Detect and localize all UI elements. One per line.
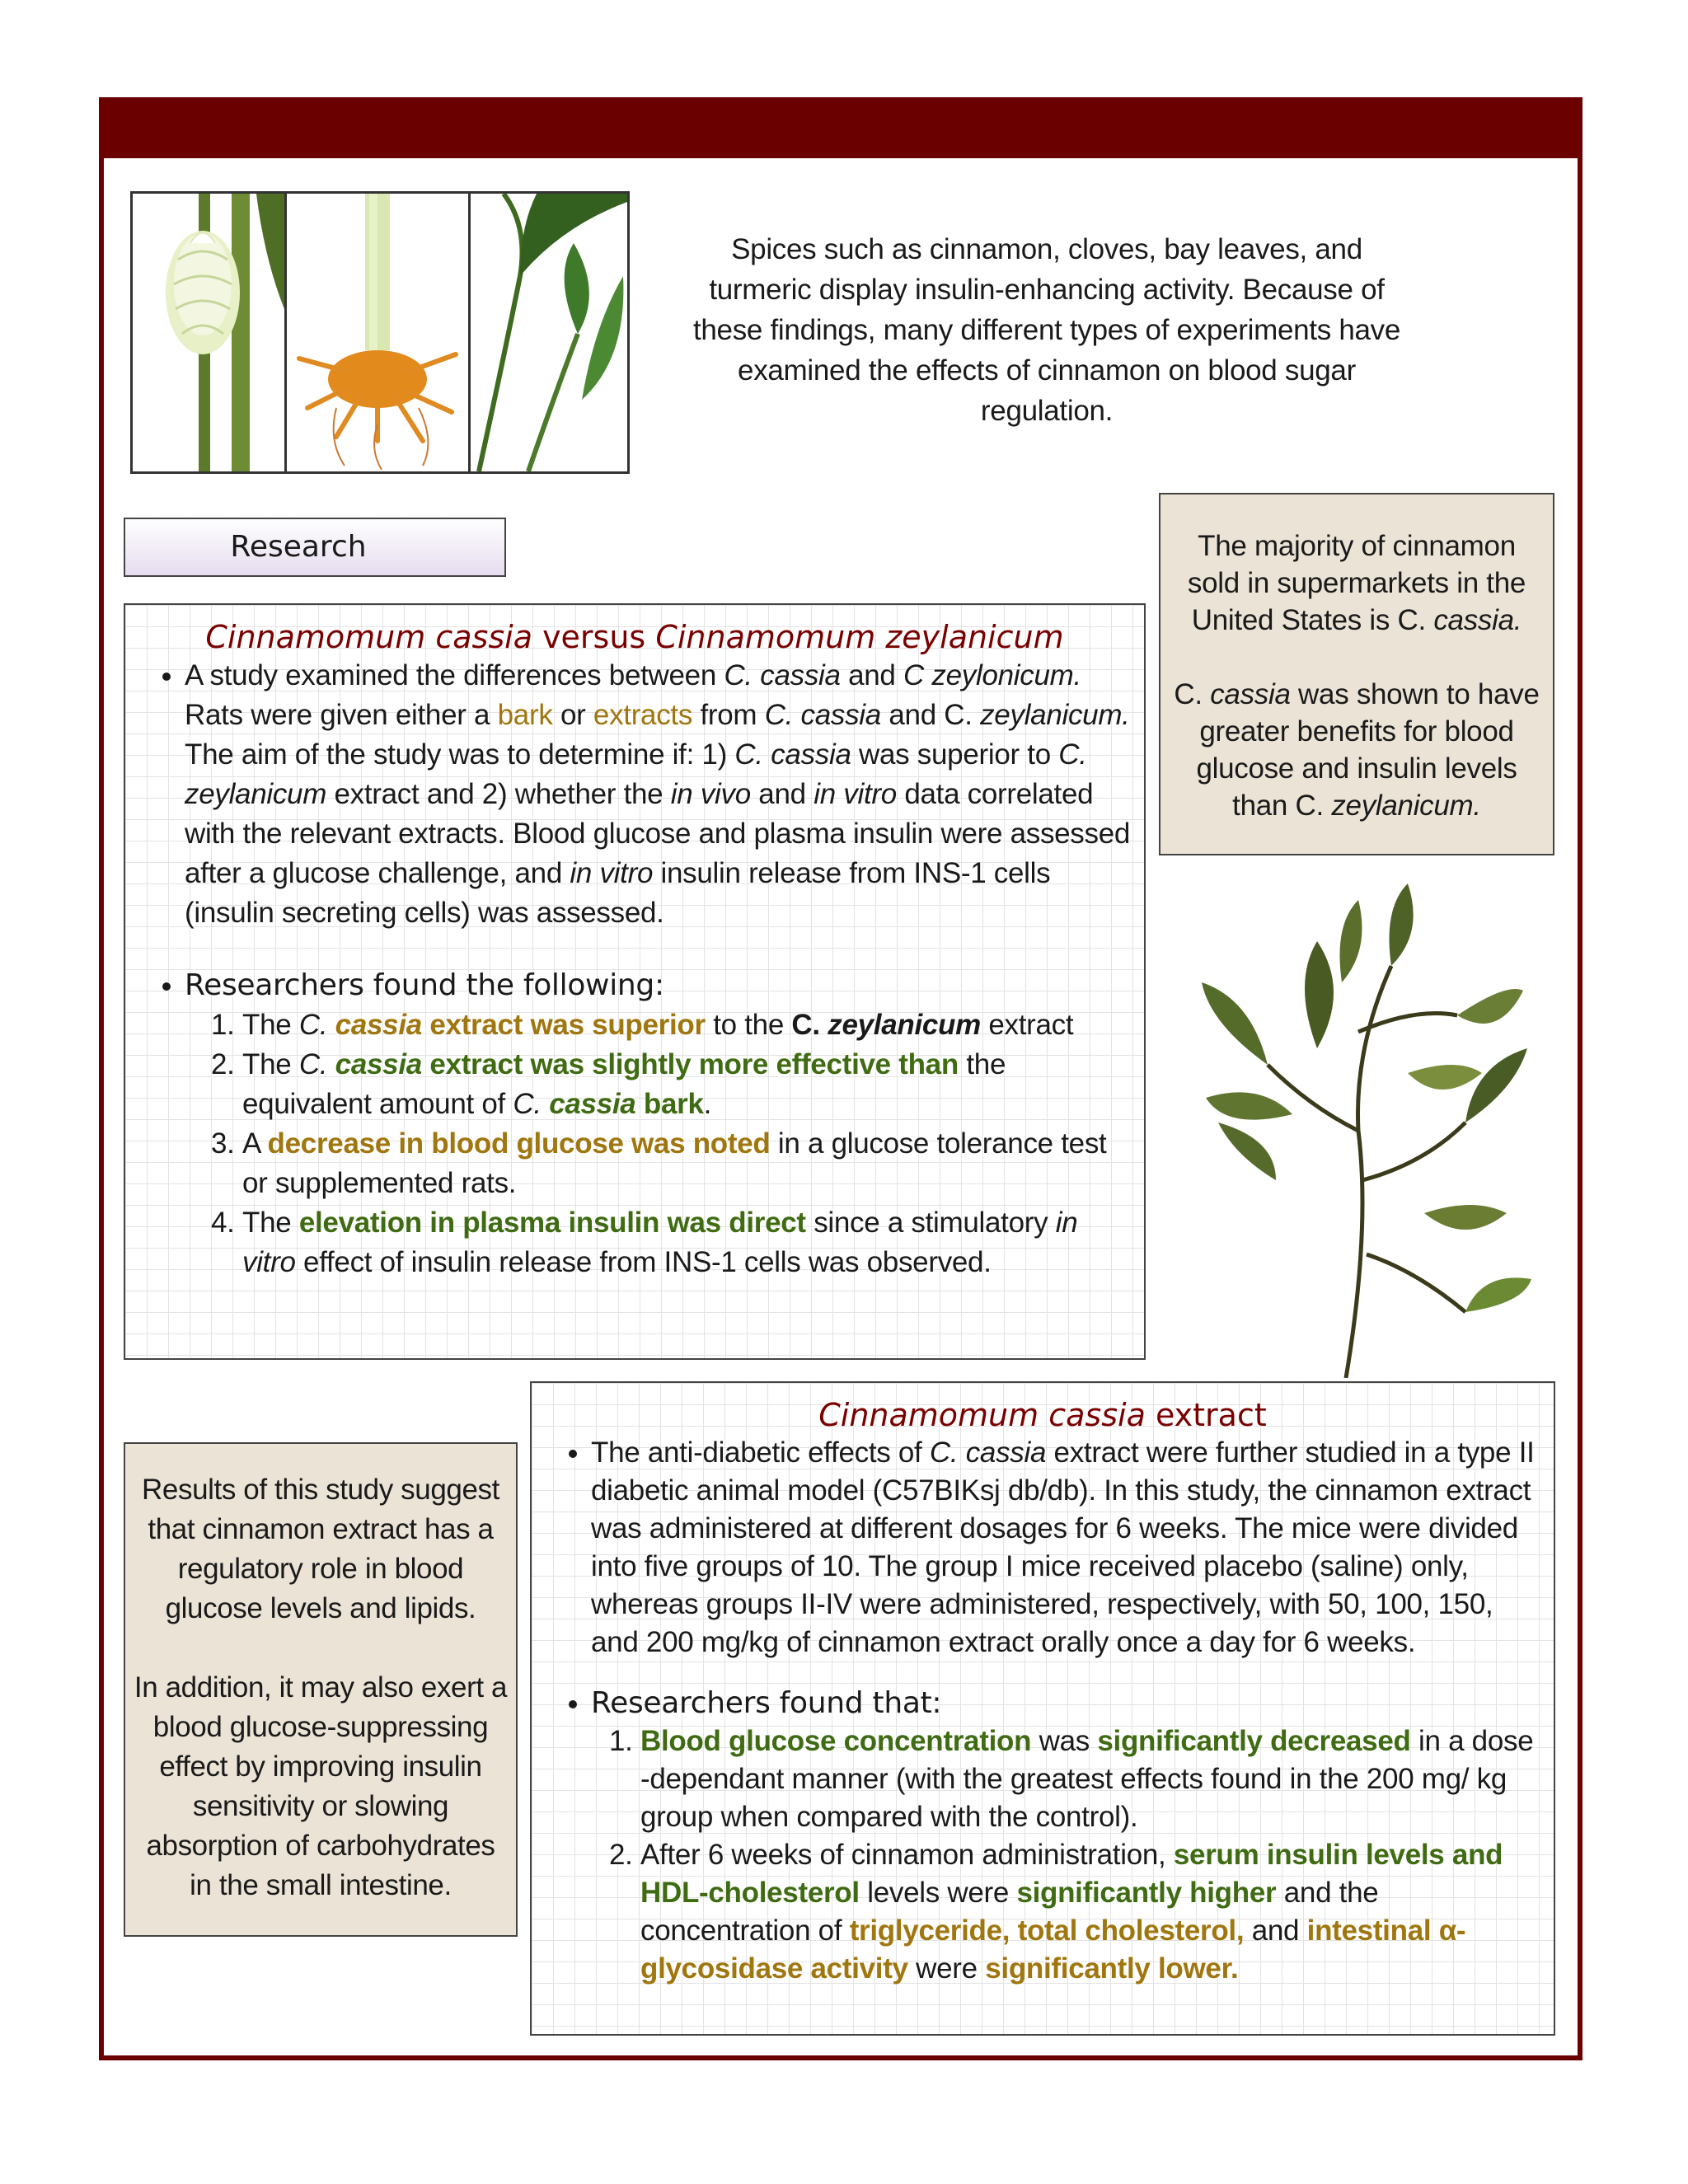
- research-tab: [124, 518, 506, 577]
- study2-title: Cinnamomum cassia extract: [818, 1397, 1267, 1433]
- study1-bullet-1: • A study examined the differences between C. cassia and C zeylonicum. Rats were given either a bark or extracts from C. cassia and C. zeylanicum. The aim of the study was to determine if: 1) C. cassia was superior to C. zeylanicum extract and 2) whether the in vivo and in vitro data correlated with the relevant extracts. Blood glucose and plasma insulin were assessed after a glucose challenge, and in vitro insulin release from INS-1 cells (insulin secreting cells) was assessed.: [185, 656, 1136, 933]
- study2-findings: [591, 1722, 1545, 1988]
- study1-finding-3: 3. A decrease in blood glucose was noted in a glucose tolerance test or supplemented rats.: [242, 1124, 1136, 1203]
- sidebar-bottom-note: [124, 1442, 518, 1937]
- study2-finding-2: 2. After 6 weeks of cinnamon administration, serum insulin levels and HDL-cholesterol levels were significantly higher and the concentration of triglyceride, total cholesterol, and intestinal α-glycosidase activity were significantly lower.: [640, 1836, 1545, 1988]
- study2-bullet-2: • Researchers found that: 1. Blood glucose concentration was significantly decreased in a dose -dependant manner (with the greatest effects found in the 200 mg/ kg group when compared with the control). 2. After 6 weeks of cinnamon administration, serum insulin levels and HDL-cholesterol levels were significantly higher and the concentration of triglyceride, total cholesterol, and intestinal α-glycosidase activity were significantly lower.: [591, 1685, 1545, 1988]
- sidebar-top-p2: C. cassia was shown to have greater benefits for blood glucose and insulin levels than C. zeylanicum.: [1174, 678, 1540, 822]
- study1-finding-4: 4. The elevation in plasma insulin was direct since a stimulatory in vitro effect of insulin release from INS-1 cells was observed.: [242, 1203, 1136, 1282]
- header-bar: [99, 97, 1582, 158]
- study1-title: Cinnamomum cassia versus Cinnamomum zeylanicum: [205, 619, 1064, 655]
- sidebar-top-p1: The majority of cinnamon sold in supermarkets in the United States is C. cassia.: [1187, 530, 1526, 636]
- leaf-photo: [468, 191, 630, 474]
- study2-finding-1: 1. Blood glucose concentration was significantly decreased in a dose -dependant manner (with the greatest effects found in the 200 mg/ kg group when compared with the control).: [640, 1722, 1545, 1836]
- sidebar-bottom-p2: In addition, it may also exert a blood glucose-suppressing effect by improving insulin sensitivity or slowing absorption of carbohydrates in the small intestine.: [134, 1671, 508, 1901]
- root-photo: [284, 191, 471, 474]
- cinnamon-branch-photo: [1193, 883, 1531, 1378]
- sidebar-bottom-p1: Results of this study suggest that cinnamon extract has a regulatory role in blood glucose levels and lipids.: [142, 1474, 499, 1624]
- flower-photo: [130, 191, 287, 474]
- study1-finding-2: 2. The C. cassia extract was slightly more effective than the equivalent amount of C. cassia bark.: [242, 1045, 1136, 1124]
- study2-bullets: [540, 1434, 1545, 1988]
- study1-finding-1: 1. The C. cassia extract was superior to the C. zeylanicum extract: [242, 1005, 1136, 1045]
- sidebar-top-note: [1159, 493, 1554, 855]
- study2-bullet-1: • The anti-diabetic effects of C. cassia extract were further studied in a type II diabetic animal model (C57BIKsj db/db). In this study, the cinnamon extract was administered at different dosages for 6 weeks. The mice were divided into five groups of 10. The group I mice received placebo (saline) only, whereas groups II-IV were administered, respectively, with 50, 100, 150, and 200 mg/kg of cinnamon extract orally once a day for 6 weeks.: [591, 1434, 1545, 1661]
- study1-findings: [185, 1005, 1136, 1282]
- study2-box: [530, 1381, 1555, 2036]
- intro-text: Spices such as cinnamon, cloves, bay leaves, and turmeric display insulin-enhancing activity. Because of these findings, many different types of experiments have examined the effects of cinnamon on blood sugar regulation.: [692, 233, 1401, 427]
- study1-bullet-2: • Researchers found the following: 1. The C. cassia extract was superior to the C. zeylanicum extract 2. The C. cassia extract was slightly more effective than the equivalent amount of C. cassia bark. 3. A decrease in blood glucose was noted in a glucose tolerance test or supplemented rats. 4. The elevation in plasma insulin was direct since a stimulatory in vitro effect of insulin release from INS-1 cells was observed.: [185, 966, 1136, 1282]
- research-tab-label: Research: [230, 530, 367, 564]
- study1-bullets: [134, 656, 1136, 1282]
- study1-box: [124, 603, 1146, 1360]
